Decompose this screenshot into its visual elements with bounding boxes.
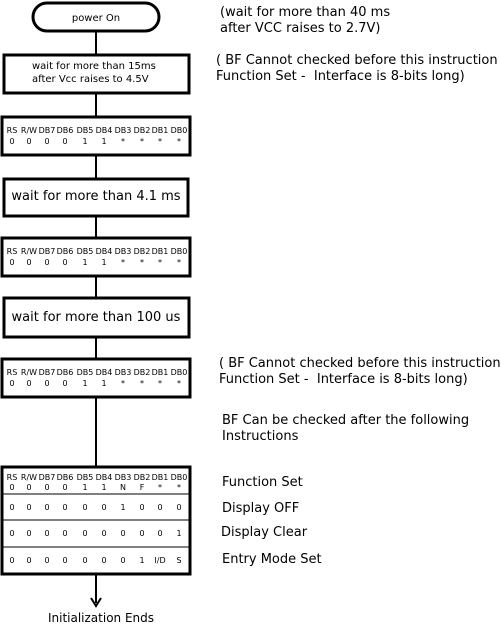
- table-header-cell: DB3: [114, 473, 132, 482]
- instruction-label-display-clear: Display Clear: [221, 525, 308, 540]
- table-header-cell: R/W: [20, 473, 38, 482]
- note-line: (wait for more than 40 ms: [220, 5, 391, 20]
- instruction-label-entry-mode-set: Entry Mode Set: [222, 552, 322, 567]
- register-header-cell: DB6: [56, 126, 74, 135]
- register-bit-cell: *: [140, 137, 144, 146]
- table-bit-cell: 0: [44, 483, 50, 492]
- register-header-cell: DB6: [56, 247, 74, 256]
- note-line: Function Set - Interface is 8-bits long): [216, 69, 465, 84]
- function-set-register-1: [2, 117, 190, 155]
- note-line: after VCC raises to 2.7V): [220, 21, 381, 36]
- register-header-cell: DB4: [95, 126, 113, 135]
- register-bit-cell: 0: [26, 137, 32, 146]
- table-bit-cell: 0: [120, 529, 126, 538]
- table-header-cell: DB7: [38, 473, 56, 482]
- register-bit-cell: 0: [26, 379, 32, 388]
- end-label: Initialization Ends: [47, 611, 155, 625]
- table-bit-cell: 0: [44, 556, 50, 565]
- register-header-cell: DB3: [114, 247, 132, 256]
- table-bit-cell: 1: [120, 503, 126, 512]
- table-bit-cell: 0: [26, 556, 32, 565]
- table-bit-cell: 0: [157, 503, 163, 512]
- table-bit-cell: 0: [82, 529, 88, 538]
- register-bit-cell: 1: [101, 379, 107, 388]
- instruction-label-display-off: Display OFF: [222, 501, 300, 516]
- table-header-cell: DB0: [170, 473, 188, 482]
- instruction-label-function-set: Function Set: [222, 475, 303, 490]
- register-bit-cell: 0: [62, 258, 68, 267]
- table-bit-cell: 0: [9, 483, 15, 492]
- register-header-cell: DB1: [151, 368, 169, 377]
- table-bit-cell: 0: [139, 529, 145, 538]
- register-header-cell: DB5: [76, 126, 94, 135]
- register-header-cell: RS: [6, 247, 18, 256]
- register-header-cell: DB7: [38, 368, 56, 377]
- register-header-cell: DB0: [170, 247, 188, 256]
- table-bit-cell: 0: [157, 529, 163, 538]
- table-bit-cell: 0: [101, 529, 107, 538]
- register-bit-cell: *: [121, 137, 125, 146]
- register-bit-cell: 1: [82, 258, 88, 267]
- register-bit-cell: 0: [9, 137, 15, 146]
- register-bit-cell: *: [121, 379, 125, 388]
- register-header-cell: DB0: [170, 368, 188, 377]
- register-bit-cell: 0: [44, 379, 50, 388]
- register-header-cell: R/W: [20, 126, 38, 135]
- register-header-cell: R/W: [20, 247, 38, 256]
- wait-box-100us-label: wait for more than 100 us: [11, 310, 181, 325]
- note-line: ( BF Cannot checked before this instruction: [219, 356, 501, 371]
- bf-cannot-note-1: [216, 53, 498, 85]
- wait-box-15ms-line1: wait for more than 15ms: [32, 61, 156, 72]
- register-bit-cell: *: [158, 137, 162, 146]
- register-bit-cell: *: [158, 258, 162, 267]
- bf-cannot-note-2: [219, 356, 501, 388]
- register-header-cell: DB3: [114, 126, 132, 135]
- table-bit-cell: I/D: [154, 556, 166, 565]
- register-header-cell: DB2: [133, 368, 151, 377]
- register-bit-cell: 1: [101, 258, 107, 267]
- register-bit-cell: *: [140, 379, 144, 388]
- table-bit-cell: 0: [139, 503, 145, 512]
- table-bit-cell: F: [139, 483, 145, 492]
- table-bit-cell: 0: [82, 556, 88, 565]
- register-header-cell: DB7: [38, 126, 56, 135]
- register-bit-cell: 1: [82, 137, 88, 146]
- table-bit-cell: 0: [176, 503, 182, 512]
- table-bit-cell: S: [176, 556, 182, 565]
- table-bit-cell: 1: [82, 483, 88, 492]
- register-header-cell: DB4: [95, 247, 113, 256]
- register-bit-cell: *: [177, 258, 181, 267]
- register-bit-cell: *: [158, 379, 162, 388]
- register-header-cell: DB3: [114, 368, 132, 377]
- table-bit-cell: 0: [44, 529, 50, 538]
- wait-box-15ms-line2: after Vcc raises to 4.5V: [32, 74, 149, 85]
- register-bit-cell: *: [121, 258, 125, 267]
- register-header-cell: DB0: [170, 126, 188, 135]
- function-set-register-3: [2, 359, 190, 397]
- note-line: BF Can be checked after the following: [222, 413, 470, 428]
- table-bit-cell: 0: [9, 503, 15, 512]
- register-bit-cell: 0: [62, 379, 68, 388]
- table-header-cell: DB1: [151, 473, 169, 482]
- bf-can-note: [222, 413, 469, 445]
- register-header-cell: DB5: [76, 368, 94, 377]
- table-bit-cell: 0: [62, 503, 68, 512]
- table-bit-cell: 0: [62, 529, 68, 538]
- table-bit-cell: *: [158, 483, 162, 492]
- register-bit-cell: 0: [9, 379, 15, 388]
- register-bit-cell: 0: [62, 137, 68, 146]
- register-bit-cell: *: [177, 137, 181, 146]
- table-bit-cell: 0: [101, 556, 107, 565]
- register-bit-cell: *: [140, 258, 144, 267]
- wait-box-4ms-label: wait for more than 4.1 ms: [11, 189, 181, 204]
- table-bit-cell: 0: [26, 503, 32, 512]
- table-bit-cell: 0: [9, 556, 15, 565]
- register-header-cell: DB5: [76, 247, 94, 256]
- note-line: Instructions: [222, 429, 299, 444]
- table-bit-cell: 0: [120, 556, 126, 565]
- table-bit-cell: *: [177, 483, 181, 492]
- register-header-cell: RS: [6, 126, 18, 135]
- register-bit-cell: 1: [101, 137, 107, 146]
- table-bit-cell: 1: [139, 556, 145, 565]
- note-line: ( BF Cannot checked before this instruction: [216, 53, 498, 68]
- register-bit-cell: *: [177, 379, 181, 388]
- table-header-cell: DB6: [56, 473, 74, 482]
- register-header-cell: DB6: [56, 368, 74, 377]
- table-bit-cell: 0: [9, 529, 15, 538]
- register-header-cell: DB1: [151, 126, 169, 135]
- register-bit-cell: 0: [44, 258, 50, 267]
- register-header-cell: DB1: [151, 247, 169, 256]
- register-bit-cell: 0: [9, 258, 15, 267]
- table-bit-cell: 0: [26, 529, 32, 538]
- register-header-cell: R/W: [20, 368, 38, 377]
- function-set-register-2: [2, 238, 190, 276]
- table-bit-cell: 0: [26, 483, 32, 492]
- table-bit-cell: N: [120, 483, 126, 492]
- table-header-cell: DB4: [95, 473, 113, 482]
- table-bit-cell: 0: [82, 503, 88, 512]
- register-header-cell: RS: [6, 368, 18, 377]
- register-bit-cell: 0: [44, 137, 50, 146]
- table-bit-cell: 0: [101, 503, 107, 512]
- table-bit-cell: 0: [62, 483, 68, 492]
- table-header-cell: DB2: [133, 473, 151, 482]
- start-label: power On: [71, 13, 121, 24]
- register-header-cell: DB4: [95, 368, 113, 377]
- register-bit-cell: 0: [26, 258, 32, 267]
- table-bit-cell: 0: [44, 503, 50, 512]
- register-header-cell: DB2: [133, 126, 151, 135]
- note-line: Function Set - Interface is 8-bits long): [219, 372, 468, 387]
- table-header-cell: RS: [6, 473, 18, 482]
- table-bit-cell: 1: [176, 529, 182, 538]
- table-bit-cell: 1: [101, 483, 107, 492]
- register-bit-cell: 1: [82, 379, 88, 388]
- register-header-cell: DB7: [38, 247, 56, 256]
- power-on-note: [220, 5, 390, 37]
- register-header-cell: DB2: [133, 247, 151, 256]
- table-bit-cell: 0: [62, 556, 68, 565]
- table-header-cell: DB5: [76, 473, 94, 482]
